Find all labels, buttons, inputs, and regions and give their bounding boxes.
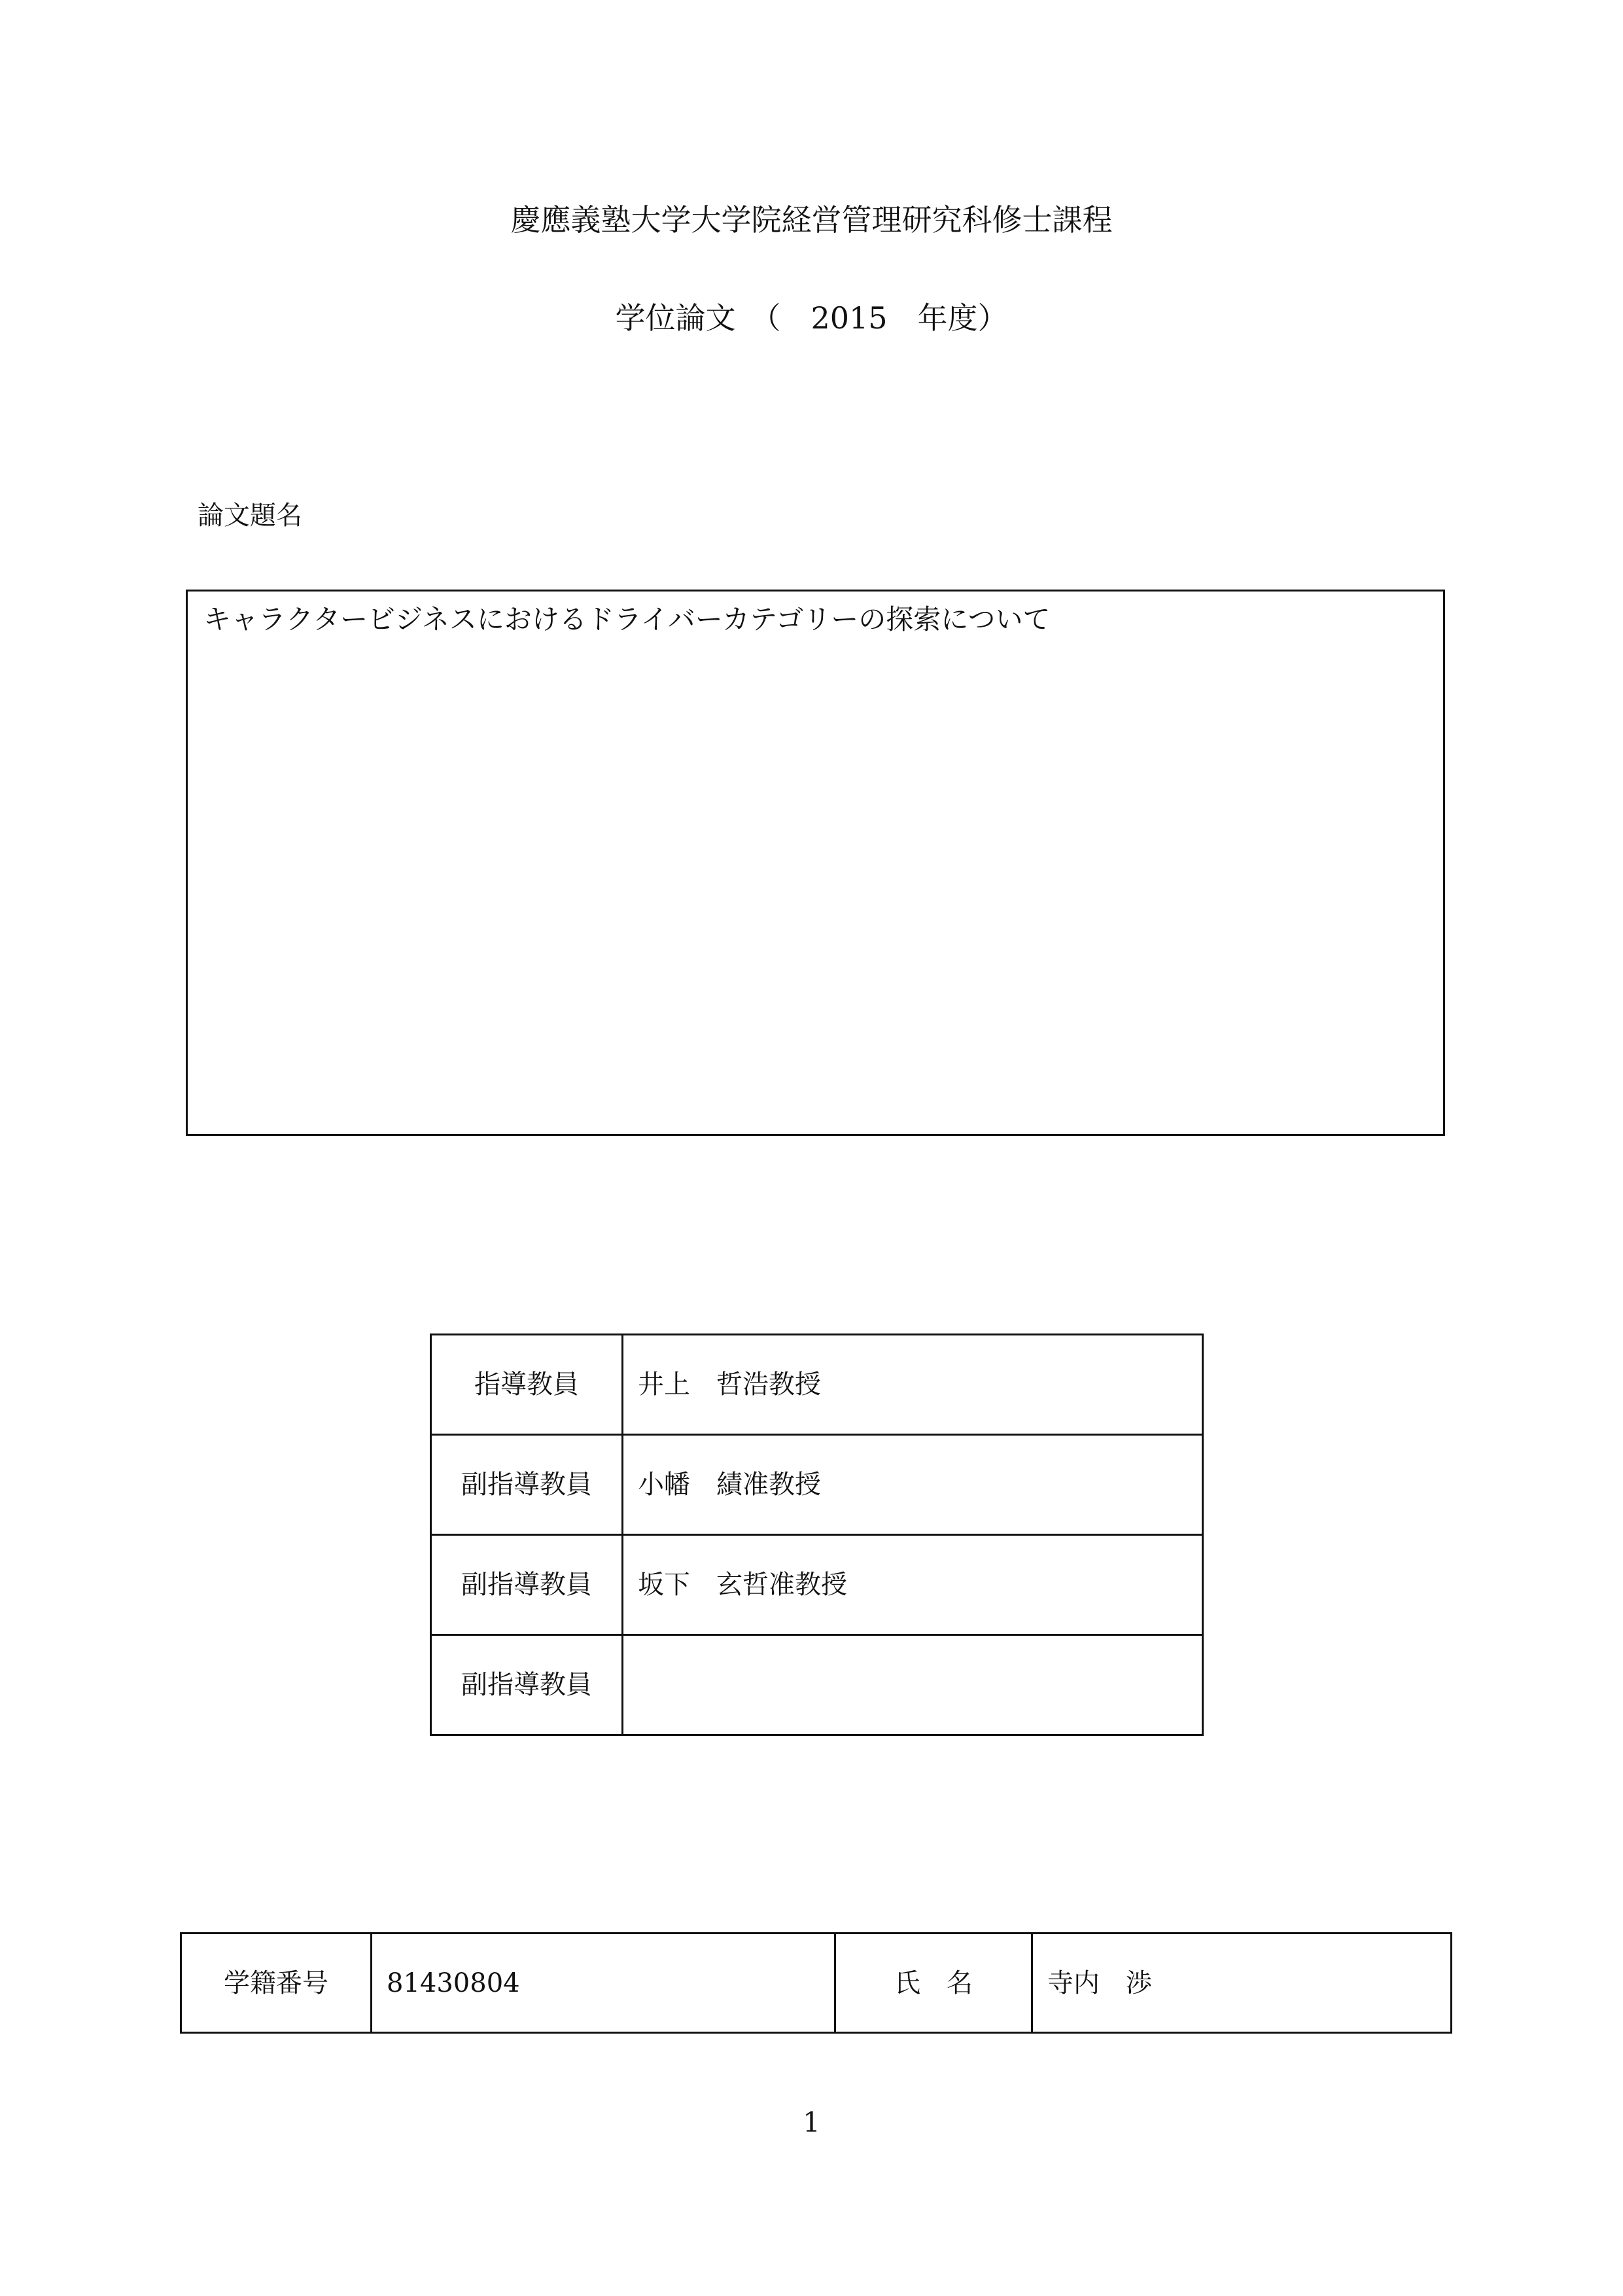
advisor-role: 副指導教員	[431, 1635, 623, 1735]
thesis-year-line: 学位論文 （ 2015 年度）	[615, 300, 1008, 336]
advisor-name: 小幡 績准教授	[623, 1435, 1203, 1535]
advisor-table	[430, 1333, 1204, 1736]
advisor-row	[431, 1335, 1203, 1435]
advisor-name: 井上 哲浩教授	[623, 1335, 1203, 1435]
thesis-title-text: キャラクタービジネスにおけるドライバーカテゴリーの探索について	[203, 603, 1051, 635]
student-name-value: 寺内 渉	[1032, 1934, 1452, 2033]
advisor-name: 坂下 玄哲准教授	[623, 1535, 1203, 1635]
advisor-role: 指導教員	[431, 1335, 623, 1435]
thesis-title-box	[186, 590, 1445, 1136]
student-info-row	[181, 1934, 1452, 2033]
advisor-row	[431, 1435, 1203, 1535]
student-info-table	[180, 1932, 1452, 2034]
student-id-label: 学籍番号	[181, 1934, 372, 2033]
advisor-row	[431, 1635, 1203, 1735]
advisor-role: 副指導教員	[431, 1435, 623, 1535]
page-number: 1	[803, 2106, 820, 2138]
advisor-row	[431, 1535, 1203, 1635]
student-id-value: 81430804	[372, 1934, 835, 2033]
thesis-title-label: 論文題名	[198, 501, 302, 531]
advisor-name	[623, 1635, 1203, 1735]
advisor-role: 副指導教員	[431, 1535, 623, 1635]
university-program-title: 慶應義塾大学大学院経営管理研究科修士課程	[510, 202, 1113, 238]
student-name-label: 氏 名	[835, 1934, 1032, 2033]
